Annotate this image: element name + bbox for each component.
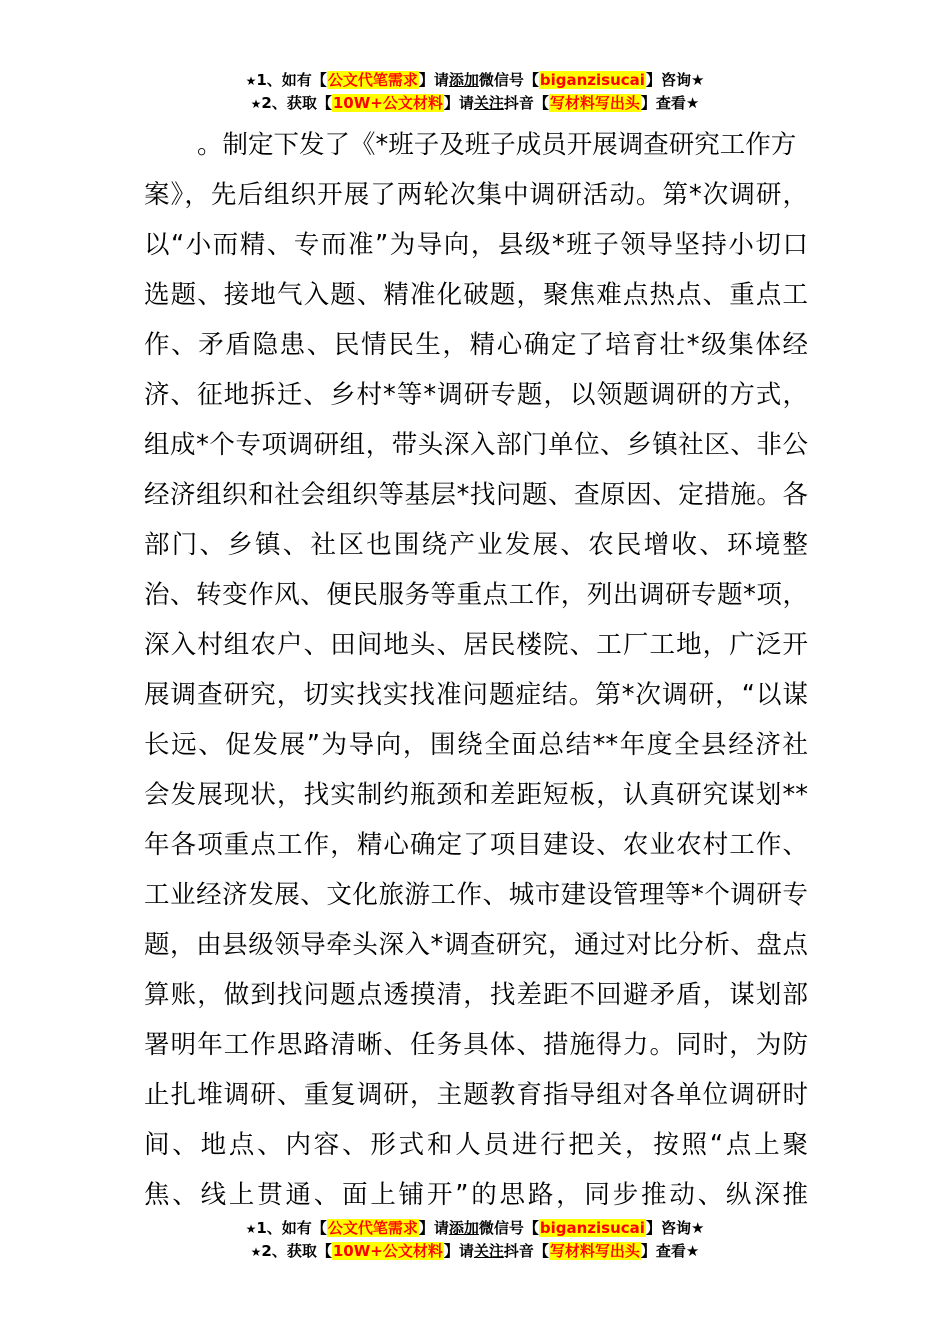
header-banner	[0, 70, 950, 116]
banner-emphasis: 关注	[473, 1242, 504, 1260]
banner-line-2	[0, 93, 950, 116]
highlight-wechat-id: biganzisucai	[539, 1219, 645, 1237]
banner-text: 微信号【	[478, 71, 539, 89]
banner-line-1	[0, 70, 950, 93]
body-line: 题，由县级领导牵头深入*调查研究，通过对比分析、盘点	[144, 930, 808, 960]
body-line: 济、征地拆迁、乡村*等*调研专题，以领题调研的方式，	[144, 380, 808, 410]
body-line: 以“小而精、专而准”为导向，县级*班子领导坚持小切口	[144, 230, 808, 260]
body-line: 年各项重点工作，精心确定了项目建设、农业农村工作、	[144, 830, 808, 860]
body-line: 深入村组农户、田间地头、居民楼院、工厂工地，广泛开	[144, 630, 808, 660]
star-icon: ★	[250, 1245, 262, 1259]
banner-text: 】查看★	[640, 94, 700, 112]
highlight-materials: 10W+公文材料	[332, 94, 443, 112]
body-line: 部门、乡镇、社区也围绕产业发展、农民增收、环境整	[144, 530, 808, 560]
body-line: 案》，先后组织开展了两轮次集中调研活动。第*次调研，	[144, 180, 808, 210]
highlight-wechat-id: biganzisucai	[539, 71, 645, 89]
body-line: 焦、线上贯通、面上铺开”的思路，同步推动、纵深推	[144, 1180, 808, 1210]
banner-line-2	[0, 1241, 950, 1264]
banner-text: 】请	[418, 71, 449, 89]
banner-text: 】请	[443, 1242, 474, 1260]
banner-text: 抖音【	[503, 1242, 549, 1260]
banner-text: 】请	[443, 94, 474, 112]
body-line: 算账，做到找问题点透摸清，找差距不回避矛盾，谋划部	[144, 980, 808, 1010]
footer-banner	[0, 1218, 950, 1264]
banner-emphasis: 关注	[473, 94, 504, 112]
highlight-douyin-account: 写材料写出头	[549, 94, 640, 112]
banner-text: 】查看★	[640, 1242, 700, 1260]
body-line: 止扎堆调研、重复调研，主题教育指导组对各单位调研时	[144, 1080, 808, 1110]
body-line: 间、地点、内容、形式和人员进行把关，按照“点上聚	[144, 1130, 808, 1160]
body-line: 经济组织和社会组织等基层*找问题、查原因、定措施。各	[144, 480, 808, 510]
body-line: 长远、促发展”为导向，围绕全面总结**年度全县经济社	[144, 730, 808, 760]
body-line: 展调查研究，切实找实找准问题症结。第*次调研，“以谋	[144, 680, 808, 710]
body-line: 治、转变作风、便民服务等重点工作，列出调研专题*项，	[144, 580, 808, 610]
banner-text: 】咨询★	[645, 1219, 705, 1237]
banner-emphasis: 添加	[448, 1219, 479, 1237]
banner-text: 1、如有【	[256, 1219, 327, 1237]
star-icon: ★	[250, 97, 262, 111]
banner-text: 微信号【	[478, 1219, 539, 1237]
highlight-douyin-account: 写材料写出头	[549, 1242, 640, 1260]
banner-emphasis: 添加	[448, 71, 479, 89]
star-icon: ★	[245, 74, 257, 88]
star-icon: ★	[245, 1222, 257, 1236]
body-line: 署明年工作思路清晰、任务具体、措施得力。同时，为防	[144, 1030, 808, 1060]
body-line: 会发展现状，找实制约瓶颈和差距短板，认真研究谋划**	[144, 780, 808, 810]
body-line: 选题、接地气入题、精准化破题，聚焦难点热点、重点工	[144, 280, 808, 310]
document-body	[144, 120, 808, 1220]
banner-text: 抖音【	[503, 94, 549, 112]
banner-text: 2、获取【	[261, 1242, 332, 1260]
highlight-writing-service: 公文代笔需求	[327, 1219, 418, 1237]
body-line: 作、矛盾隐患、民情民生，精心确定了培育壮*级集体经	[144, 330, 808, 360]
banner-text: 1、如有【	[256, 71, 327, 89]
banner-text: 2、获取【	[261, 94, 332, 112]
body-line: 。制定下发了《*班子及班子成员开展调查研究工作方	[197, 130, 797, 160]
highlight-writing-service: 公文代笔需求	[327, 71, 418, 89]
body-line: 组成*个专项调研组，带头深入部门单位、乡镇社区、非公	[144, 430, 808, 460]
body-line: 工业经济发展、文化旅游工作、城市建设管理等*个调研专	[144, 880, 808, 910]
banner-text: 】咨询★	[645, 71, 705, 89]
banner-line-1	[0, 1218, 950, 1241]
highlight-materials: 10W+公文材料	[332, 1242, 443, 1260]
banner-text: 】请	[418, 1219, 449, 1237]
